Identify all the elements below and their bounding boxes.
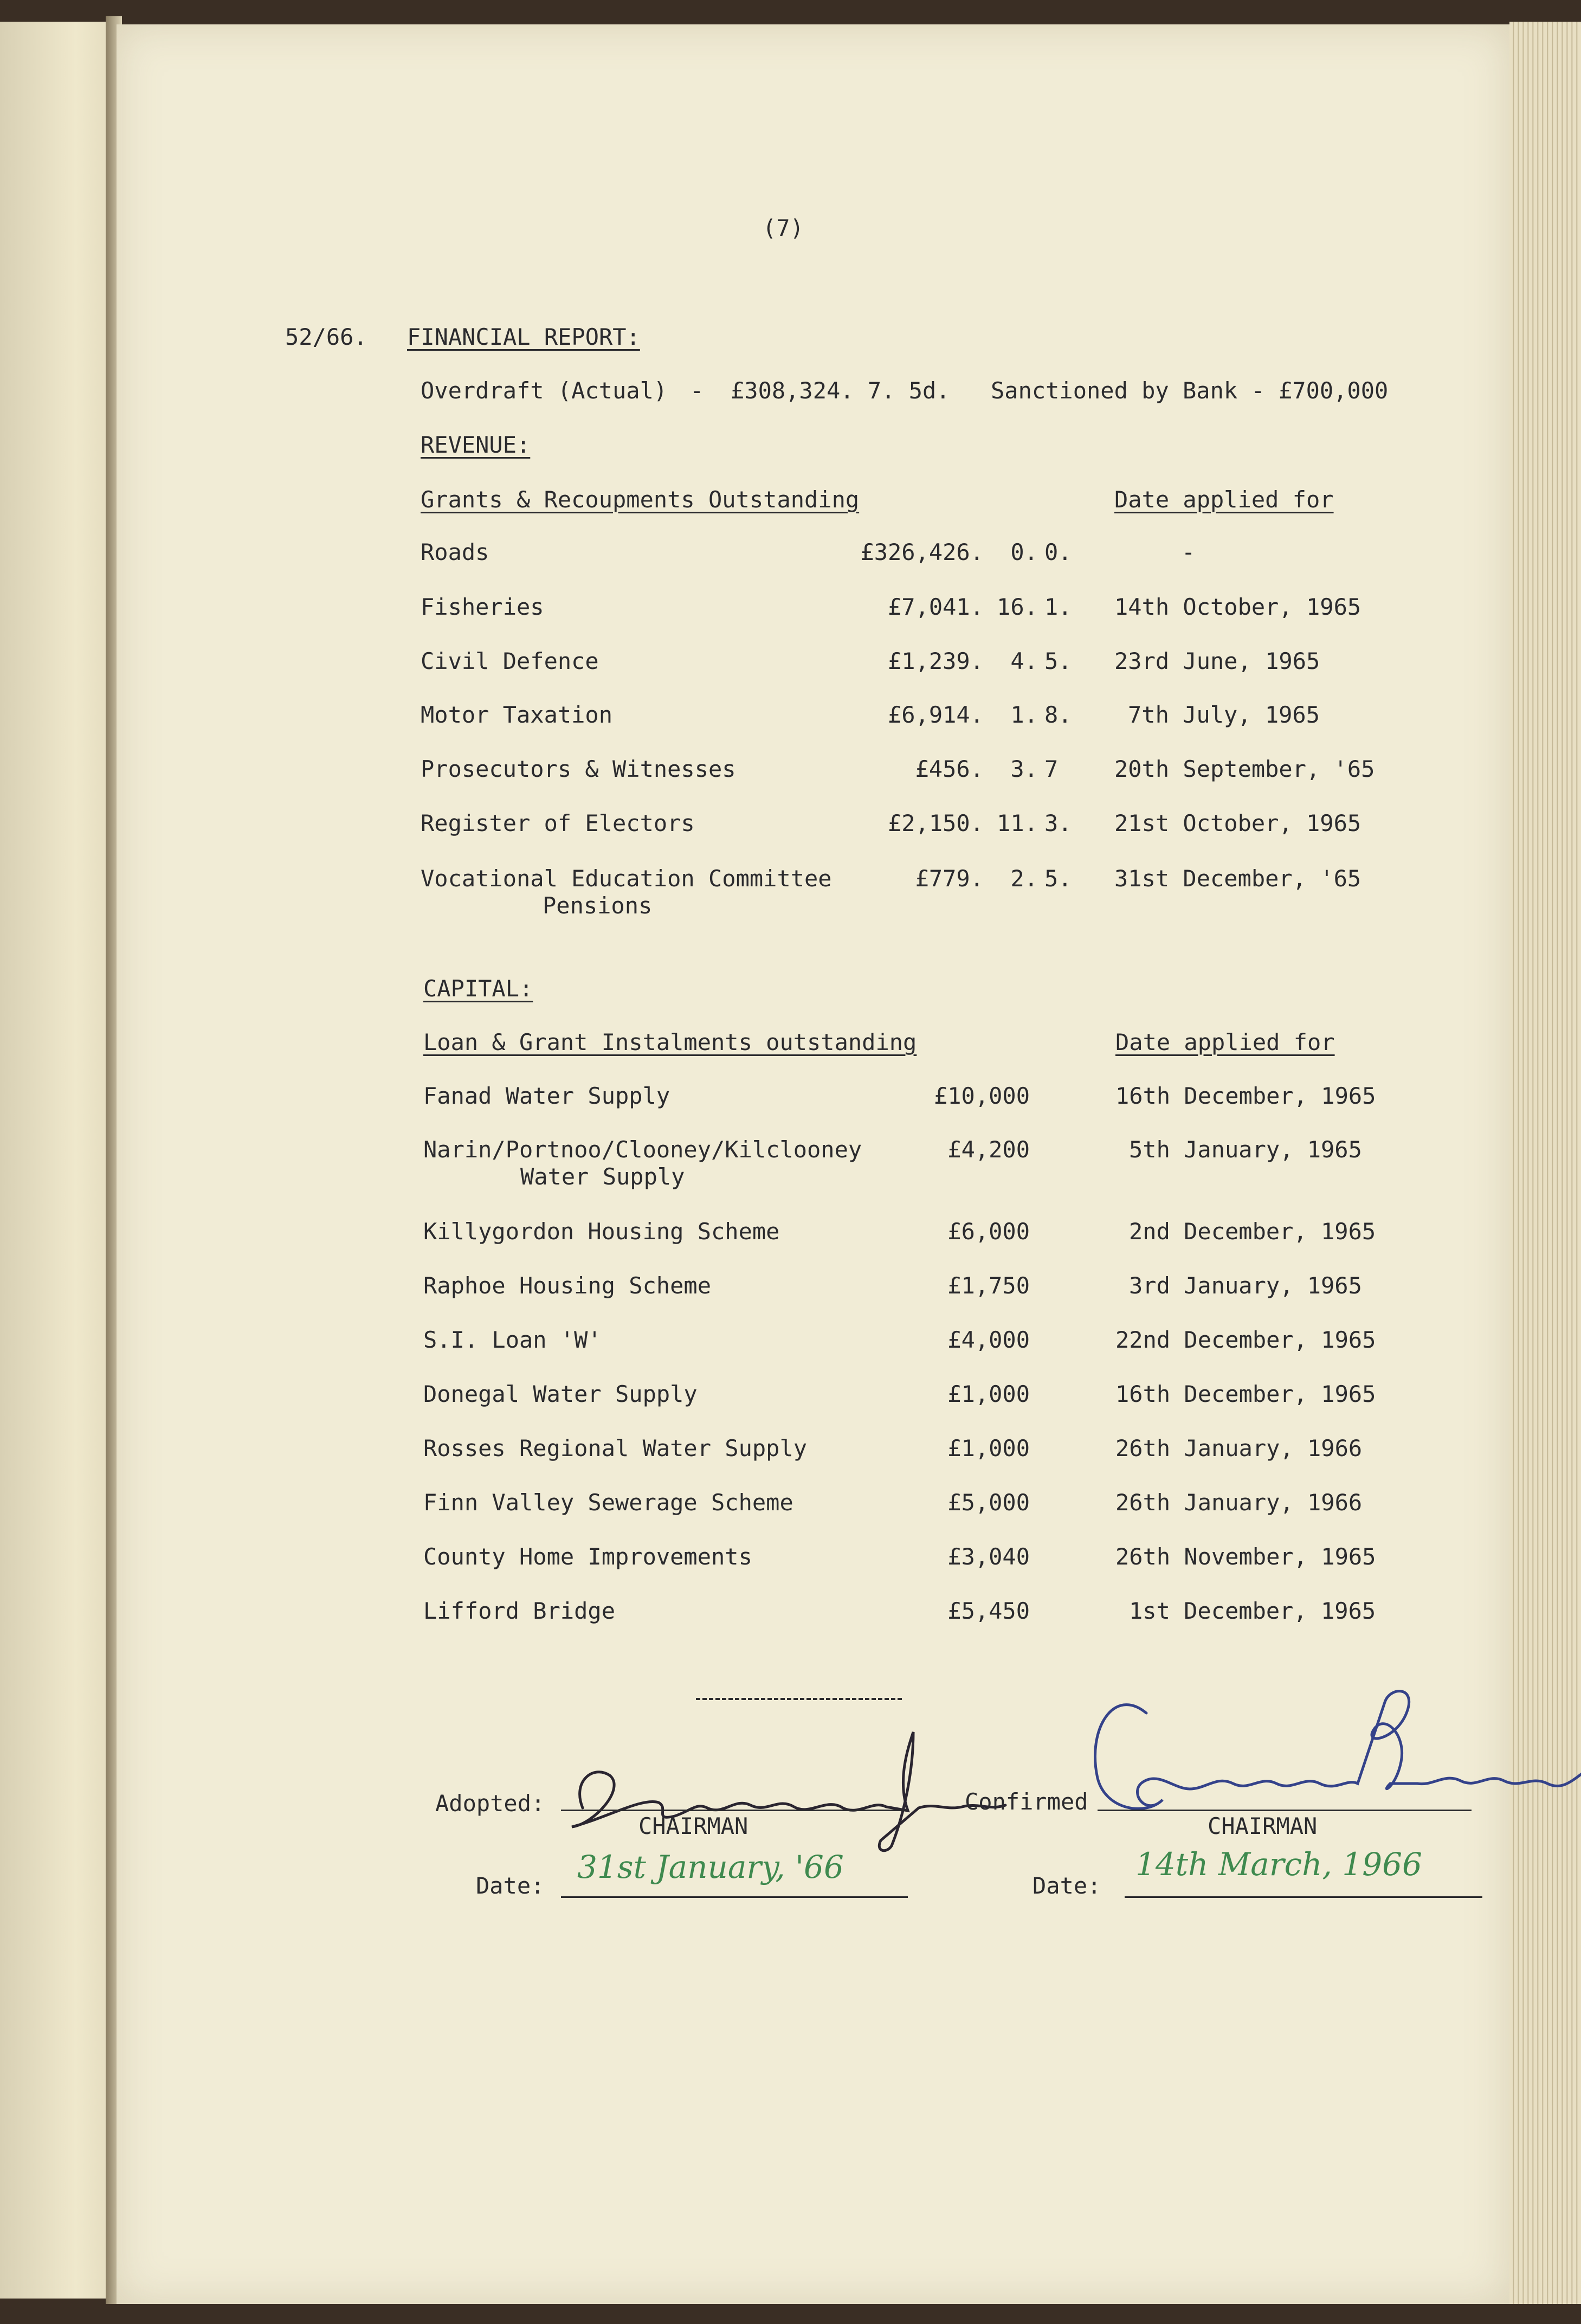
capital-row-amount: £4,200: [947, 1136, 1030, 1163]
revenue-row-pounds: £7,041.: [887, 594, 984, 620]
revenue-row-pounds: £779.: [915, 865, 984, 892]
capital-row-label: Lifford Bridge: [423, 1598, 616, 1624]
capital-row-label: Raphoe Housing Scheme: [423, 1272, 712, 1299]
capital-row-amount: £1,000: [947, 1381, 1030, 1407]
adopted-date-line: [561, 1896, 908, 1898]
revenue-row-pence: 8.: [1044, 701, 1072, 728]
confirmed-date-line: [1125, 1896, 1482, 1898]
revenue-row-label: Motor Taxation: [421, 701, 613, 728]
minute-number: 52/66.: [285, 324, 367, 350]
bank-sanction: Sanctioned by Bank - £700,000: [991, 377, 1389, 404]
confirmed-signature-line: [1098, 1810, 1472, 1811]
capital-row-label: Finn Valley Sewerage Scheme: [423, 1489, 793, 1516]
adopted-signature-line: [561, 1810, 908, 1811]
revenue-row-date: 20th September, '65: [1114, 756, 1375, 782]
revenue-row-pence: 7: [1044, 756, 1059, 782]
capital-row-label: S.I. Loan 'W': [423, 1327, 602, 1353]
revenue-row-label: Vocational Education Committee: [421, 865, 832, 892]
capital-row-label: Rosses Regional Water Supply: [423, 1435, 808, 1462]
capital-row-label: Killygordon Housing Scheme: [423, 1218, 780, 1245]
capital-row-amount: £1,000: [947, 1435, 1030, 1462]
capital-row-amount: £6,000: [947, 1218, 1030, 1245]
adopted-date-handwritten: 31st January, '66: [577, 1849, 844, 1885]
capital-row-date: 5th January, 1965: [1129, 1136, 1362, 1163]
confirmed-signature: [1081, 1653, 1581, 1870]
adopted-signature: [561, 1716, 1049, 1857]
revenue-row-pounds: £456.: [915, 756, 984, 782]
capital-row-label: Fanad Water Supply: [423, 1083, 670, 1109]
capital-row-amount: £10,000: [933, 1083, 1030, 1109]
capital-row-amount: £1,750: [947, 1272, 1030, 1299]
capital-row-date: 1st December, 1965: [1129, 1598, 1376, 1624]
adopted-date-label: Date:: [476, 1872, 545, 1899]
revenue-heading: REVENUE:: [421, 432, 531, 458]
capital-label-column-header: Loan & Grant Instalments outstanding: [423, 1029, 917, 1055]
capital-row-date: 26th January, 1966: [1115, 1489, 1363, 1516]
report-heading: FINANCIAL REPORT:: [407, 324, 640, 350]
capital-row-label: County Home Improvements: [423, 1543, 752, 1570]
revenue-row-pounds: £2,150.: [887, 810, 984, 836]
capital-row-date: 16th December, 1965: [1115, 1381, 1376, 1407]
revenue-row-pounds: £1,239.: [887, 648, 984, 674]
adopted-label: Adopted:: [435, 1790, 545, 1817]
revenue-row-label: Roads: [421, 539, 489, 565]
document-page: [117, 24, 1509, 2304]
revenue-row-shillings: 11.: [997, 810, 1038, 836]
revenue-row-label: Fisheries: [421, 594, 544, 620]
revenue-row-pounds: £6,914.: [887, 701, 984, 728]
revenue-row-shillings: 2.: [1010, 865, 1038, 892]
revenue-row-shillings: 1.: [1010, 701, 1038, 728]
revenue-row-date: -: [1182, 539, 1196, 565]
overdraft-label: Overdraft (Actual): [421, 377, 668, 404]
revenue-row-shillings: 16.: [997, 594, 1038, 620]
confirmed-chairman-label: CHAIRMAN: [1208, 1813, 1318, 1839]
page-edges: [1509, 22, 1581, 2304]
revenue-row-pence: 3.: [1044, 810, 1072, 836]
capital-row-amount: £5,000: [947, 1489, 1030, 1516]
capital-row-date: 2nd December, 1965: [1129, 1218, 1376, 1245]
revenue-row-pence: 1.: [1044, 594, 1072, 620]
capital-row-amount: £5,450: [947, 1598, 1030, 1624]
confirmed-date-label: Date:: [1033, 1872, 1101, 1899]
page-number: (7): [763, 215, 804, 241]
revenue-row-label: Civil Defence: [421, 648, 599, 674]
confirmed-label: Confirmed: [965, 1788, 1088, 1815]
revenue-row-date: 23rd June, 1965: [1114, 648, 1320, 674]
capital-row-date: 16th December, 1965: [1115, 1083, 1376, 1109]
overdraft-amount: £308,324. 7. 5d.: [731, 377, 950, 404]
capital-row-label-continued: Water Supply: [520, 1163, 685, 1190]
capital-row-label: Donegal Water Supply: [423, 1381, 698, 1407]
revenue-row-shillings: 3.: [1010, 756, 1038, 782]
revenue-row-pence: 5.: [1044, 648, 1072, 674]
revenue-row-label: Prosecutors & Witnesses: [421, 756, 736, 782]
capital-heading: CAPITAL:: [423, 975, 533, 1002]
revenue-row-date: 7th July, 1965: [1128, 701, 1320, 728]
revenue-row-pounds: £326,426.: [860, 539, 984, 565]
capital-date-column-header: Date applied for: [1115, 1029, 1335, 1055]
left-page: [0, 22, 108, 2299]
revenue-row-date: 31st December, '65: [1114, 865, 1361, 892]
revenue-row-date: 14th October, 1965: [1114, 594, 1361, 620]
confirmed-date-handwritten: 14th March, 1966: [1135, 1846, 1422, 1883]
revenue-row-pence: 0.: [1044, 539, 1072, 565]
section-separator: [696, 1698, 902, 1700]
capital-row-date: 3rd January, 1965: [1129, 1272, 1362, 1299]
revenue-row-shillings: 0.: [1010, 539, 1038, 565]
revenue-row-label: Register of Electors: [421, 810, 695, 836]
revenue-date-column-header: Date applied for: [1114, 486, 1334, 513]
adopted-chairman-label: CHAIRMAN: [638, 1813, 748, 1839]
revenue-row-shillings: 4.: [1010, 648, 1038, 674]
capital-row-label: Narin/Portnoo/Clooney/Kilclooney: [423, 1136, 862, 1163]
capital-row-amount: £3,040: [947, 1543, 1030, 1570]
capital-row-date: 22nd December, 1965: [1115, 1327, 1376, 1353]
revenue-label-column-header: Grants & Recoupments Outstanding: [421, 486, 860, 513]
overdraft-dash: -: [690, 377, 704, 404]
capital-row-date: 26th January, 1966: [1115, 1435, 1363, 1462]
capital-row-amount: £4,000: [947, 1327, 1030, 1353]
revenue-row-label-continued: Pensions: [543, 892, 653, 919]
capital-row-date: 26th November, 1965: [1115, 1543, 1376, 1570]
revenue-row-pence: 5.: [1044, 865, 1072, 892]
revenue-row-date: 21st October, 1965: [1114, 810, 1361, 836]
